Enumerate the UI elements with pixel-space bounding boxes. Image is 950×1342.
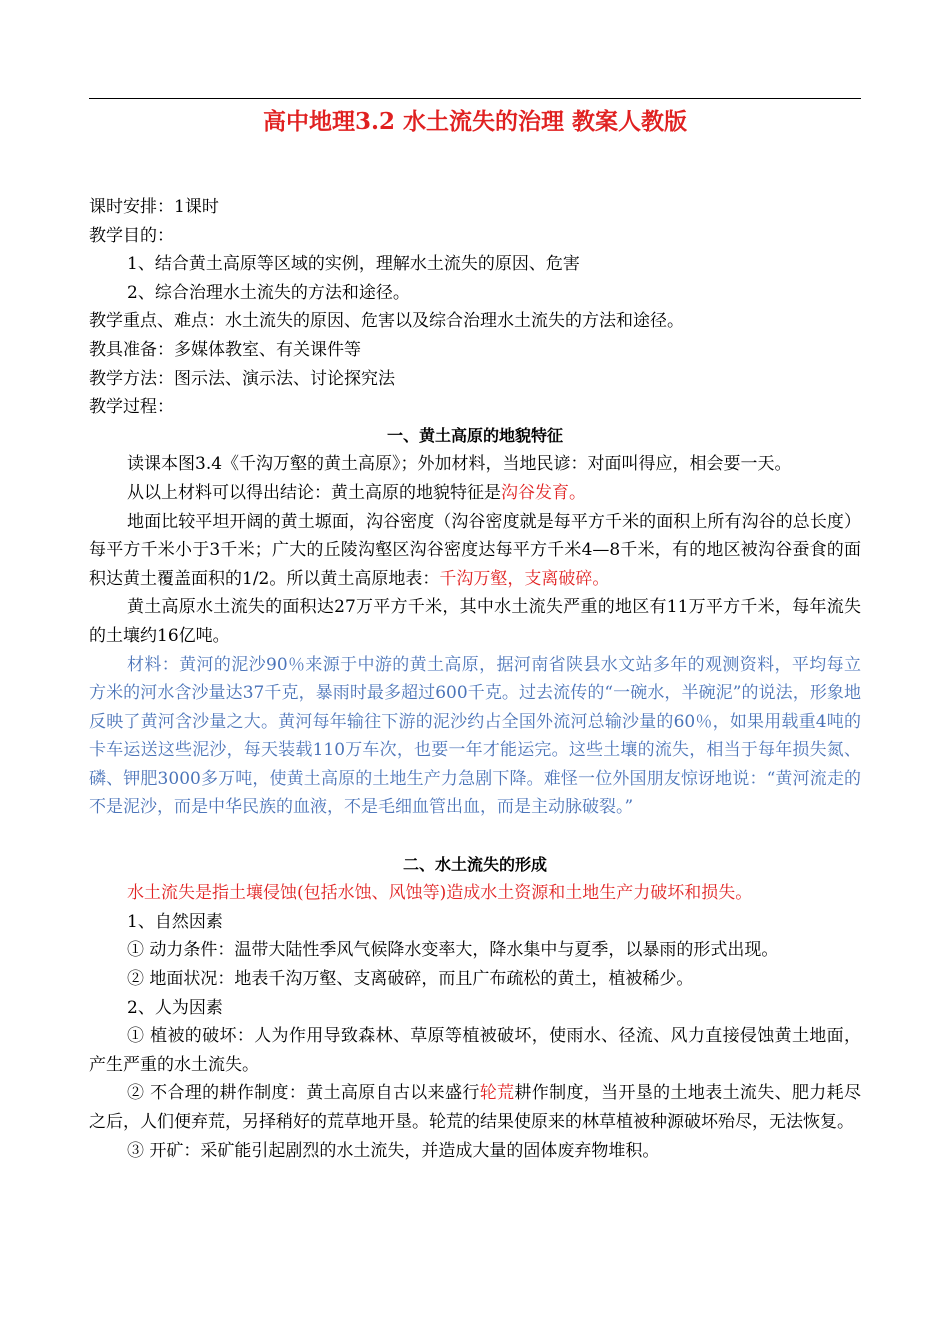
paragraph-text: 耕作制度，当开垦的土地表土流失、肥力耗尽之后，人们便弃荒，另择稍好的荒草地开垦。轮荒的结果使原来的林草植被种源破坏殆尽，无法恢复。 — [89, 1083, 862, 1132]
list-item: ③ 开矿：采矿能引起剧烈的水土流失，并造成大量的固体废弃物堆积。 — [127, 1140, 660, 1161]
paragraph — [89, 508, 861, 594]
highlight-text: 千沟万壑，支离破碎。 — [439, 568, 610, 589]
list-item: ② 地面状况：地表千沟万壑、支离破碎，而且广布疏松的黄土，植被稀少。 — [127, 969, 694, 990]
paragraph — [89, 479, 861, 508]
paragraph-text: 地面比较平坦开阔的黄土塬面，沟谷密度（沟谷密度就是每平方千米的面积上所有沟谷的总长度）每平方千米小于3千米；广大的丘陵沟壑区沟谷密度达每平方千米4—8千米，有的地区被沟谷蚕食的面积达黄土覆盖面积的1/2。所以黄土高原地表： — [89, 511, 861, 589]
section-heading: 二、水土流失的形成 — [402, 854, 547, 874]
objective-item: 1、结合黄土高原等区域的实例，理解水土流失的原因、危害 — [127, 254, 580, 275]
highlight-text: 轮荒 — [479, 1083, 515, 1104]
paragraph: 黄土高原水土流失的面积达27万平方千米，其中水土流失严重的地区有11万平方千米，每年流失的土壤约16亿吨。 — [89, 597, 861, 646]
key-points-line: 教学重点、难点：水土流失的原因、危害以及综合治理水土流失的方法和途径。 — [89, 311, 684, 332]
list-item: ① 动力条件：温带大陆性季风气候降水变率大，降水集中与夏季，以暴雨的形式出现。 — [127, 940, 779, 961]
material-paragraph: 材料：黄河的泥沙90％来源于中游的黄土高原，据河南省陕县水文站多年的观测资料，平均每立方米的河水含沙量达37千克，暴雨时最多超过600千克。过去流传的“一碗水，半碗泥”的说法，形象地反映了黄河含沙量之大。黄河每年输往下游的泥沙约占全国外流河总输沙量的60％，如果用载重4吨的卡车运送这些泥沙，每天装载110万车次，也要一年才能运完。这些土壤的流失，相当于每年损失氮、磷、钾肥3000多万吨，使黄土高原的土地生产力急剧下降。难怪一位外国朋友惊讶地说：“黄河流走的不是泥沙，而是中华民族的血液，不是毛细血管出血，而是主动脉破裂。” — [89, 654, 861, 818]
highlight-text: 沟谷发育。 — [501, 482, 586, 503]
objectives-label: 教学目的： — [89, 225, 174, 246]
process-label: 教学过程： — [89, 397, 174, 418]
spacer — [89, 822, 861, 851]
subheading: 1、自然因素 — [127, 911, 223, 932]
document-title: 高中地理3.2 水土流失的治理 教案人教版 — [262, 108, 688, 135]
objective-item: 2、综合治理水土流失的方法和途径。 — [127, 282, 410, 303]
paragraph-text: ② 不合理的耕作制度：黄土高原自古以来盛行 — [127, 1083, 480, 1104]
subheading: 2、人为因素 — [127, 997, 223, 1018]
methods-line: 教学方法：图示法、演示法、讨论探究法 — [89, 368, 395, 389]
schedule-line: 课时安排：1课时 — [89, 197, 219, 217]
section-heading: 一、黄土高原的地貌特征 — [386, 425, 563, 445]
document-body — [89, 193, 861, 1165]
tools-line: 教具准备：多媒体教室、有关课件等 — [89, 339, 361, 360]
paragraph-text: 从以上材料可以得出结论：黄土高原的地貌特征是 — [127, 482, 501, 503]
list-item — [89, 1079, 861, 1136]
list-item: ① 植被的破坏：人为作用导致森林、草原等植被破坏，使雨水、径流、风力直接侵蚀黄土地面，产生严重的水土流失。 — [89, 1026, 861, 1075]
paragraph: 读课本图3.4《千沟万壑的黄土高原》；外加材料，当地民谚：对面叫得应，相会要一天。 — [127, 454, 792, 475]
header-rule — [89, 98, 861, 99]
definition-line: 水土流失是指土壤侵蚀(包括水蚀、风蚀等)造成水土资源和土地生产力破坏和损失。 — [127, 883, 753, 904]
